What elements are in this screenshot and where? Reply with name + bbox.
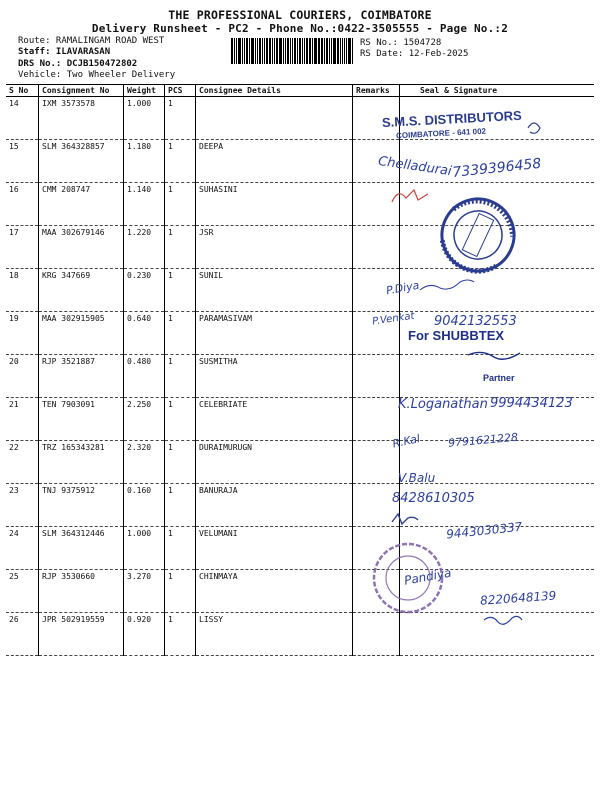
cell-weight: 1.220 bbox=[124, 226, 165, 269]
col-header-weight: Weight bbox=[124, 85, 165, 97]
signature-23: V.Balu bbox=[398, 471, 436, 485]
cell-seal-signature bbox=[400, 613, 595, 656]
table-row bbox=[6, 484, 594, 527]
rs-date: RS Date: 12-Feb-2025 bbox=[360, 49, 469, 59]
cell-pcs: 1 bbox=[165, 613, 196, 656]
cell-weight: 0.230 bbox=[124, 269, 165, 312]
signature-22: R.Kal bbox=[391, 432, 422, 451]
cell-consignment-no: SLM 364312446 bbox=[39, 527, 124, 570]
cell-remarks bbox=[353, 613, 400, 656]
cell-weight: 1.180 bbox=[124, 140, 165, 183]
cell-consignment-no: IXM 3573578 bbox=[39, 97, 124, 140]
table-row bbox=[6, 355, 594, 398]
cell-consignment-no: MAA 302679146 bbox=[39, 226, 124, 269]
cell-sno: 24 bbox=[6, 527, 39, 570]
table-row bbox=[6, 613, 594, 656]
phone-24: 9443030337 bbox=[445, 519, 523, 542]
cell-seal-signature bbox=[400, 312, 595, 355]
cell-remarks bbox=[353, 570, 400, 613]
phone-22: 9791621228 bbox=[447, 430, 519, 450]
cell-seal-signature bbox=[400, 355, 595, 398]
signature-21: K.Loganathan bbox=[398, 397, 488, 412]
stamp-partner: Partner bbox=[483, 373, 515, 383]
cell-seal-signature bbox=[400, 484, 595, 527]
cell-seal-signature bbox=[400, 97, 595, 140]
cell-seal-signature bbox=[400, 527, 595, 570]
cell-sno: 23 bbox=[6, 484, 39, 527]
cell-sno: 26 bbox=[6, 613, 39, 656]
cell-weight: 1.000 bbox=[124, 527, 165, 570]
cell-consignee: VELUMANI bbox=[196, 527, 353, 570]
col-header-remarks: Remarks bbox=[353, 85, 400, 97]
cell-consignment-no: JPR 502919559 bbox=[39, 613, 124, 656]
signature-25: Pandiya bbox=[403, 565, 453, 588]
cell-consignee: PARAMASIVAM bbox=[196, 312, 353, 355]
col-header-pcs: PCS bbox=[165, 85, 196, 97]
table-row bbox=[6, 312, 594, 355]
cell-sno: 17 bbox=[6, 226, 39, 269]
cell-sno: 15 bbox=[6, 140, 39, 183]
rs-number: RS No.: 1504728 bbox=[360, 38, 442, 48]
barcode-image bbox=[231, 38, 354, 64]
phone-23: 8428610305 bbox=[392, 491, 475, 506]
cell-sno: 19 bbox=[6, 312, 39, 355]
cell-remarks bbox=[353, 140, 400, 183]
cell-pcs: 1 bbox=[165, 527, 196, 570]
col-header-consignment: Consignment No bbox=[39, 85, 124, 97]
table-row bbox=[6, 441, 594, 484]
table-row bbox=[6, 398, 594, 441]
cell-sno: 14 bbox=[6, 97, 39, 140]
cell-weight: 0.480 bbox=[124, 355, 165, 398]
staff-label: Staff: ILAVARASAN bbox=[18, 47, 111, 57]
stamp-shubbtex: For SHUBBTEX bbox=[408, 328, 505, 343]
cell-weight: 0.920 bbox=[124, 613, 165, 656]
table-row bbox=[6, 97, 594, 140]
cell-remarks bbox=[353, 398, 400, 441]
cell-sno: 20 bbox=[6, 355, 39, 398]
stamp-sms-line1: S.M.S. DISTRIBUTORS bbox=[381, 107, 523, 131]
phone-26: 8220648139 bbox=[479, 588, 557, 608]
cell-pcs: 1 bbox=[165, 570, 196, 613]
cell-sno: 18 bbox=[6, 269, 39, 312]
cell-consignment-no: KRG 347669 bbox=[39, 269, 124, 312]
cell-seal-signature bbox=[400, 226, 595, 269]
cell-consignment-no: TNJ 9375912 bbox=[39, 484, 124, 527]
cell-weight: 3.270 bbox=[124, 570, 165, 613]
table-row bbox=[6, 183, 594, 226]
cell-remarks bbox=[353, 355, 400, 398]
cell-sno: 16 bbox=[6, 183, 39, 226]
cell-consignment-no: TEN 7903091 bbox=[39, 398, 124, 441]
table-row bbox=[6, 140, 594, 183]
cell-remarks bbox=[353, 269, 400, 312]
cell-consignment-no: RJP 3530660 bbox=[39, 570, 124, 613]
cell-consignee: SUNIL bbox=[196, 269, 353, 312]
cell-sno: 25 bbox=[6, 570, 39, 613]
col-header-sno: S No bbox=[6, 85, 39, 97]
cell-remarks bbox=[353, 527, 400, 570]
cell-remarks bbox=[353, 183, 400, 226]
phone-15: 7339396458 bbox=[451, 155, 543, 181]
stamp-sms-line2: COIMBATORE - 641 002 bbox=[395, 126, 487, 141]
cell-weight: 2.320 bbox=[124, 441, 165, 484]
cell-consignee: CELEBRIATE bbox=[196, 398, 353, 441]
cell-consignee: DURAIMURUGN bbox=[196, 441, 353, 484]
cell-consignment-no: SLM 364328857 bbox=[39, 140, 124, 183]
cell-pcs: 1 bbox=[165, 484, 196, 527]
cell-pcs: 1 bbox=[165, 312, 196, 355]
cell-consignee: LISSY bbox=[196, 613, 353, 656]
cell-remarks bbox=[353, 441, 400, 484]
table-row bbox=[6, 570, 594, 613]
cell-seal-signature bbox=[400, 140, 595, 183]
table-header-row bbox=[6, 85, 594, 97]
signature-19: P.Venkat bbox=[371, 310, 416, 328]
vehicle-label: Vehicle: Two Wheeler Delivery bbox=[18, 70, 176, 80]
cell-consignee: SUSMITHA bbox=[196, 355, 353, 398]
cell-weight: 1.140 bbox=[124, 183, 165, 226]
route-label: Route: RAMALINGAM ROAD WEST bbox=[18, 36, 165, 46]
col-header-seal: Seal & Signature bbox=[400, 85, 595, 97]
cell-consignment-no: TRZ 165343281 bbox=[39, 441, 124, 484]
cell-remarks bbox=[353, 226, 400, 269]
col-header-consignee: Consignee Details bbox=[196, 85, 353, 97]
table-row bbox=[6, 226, 594, 269]
signature-15: Chelladurai bbox=[377, 154, 453, 180]
cell-consignee: DEEPA bbox=[196, 140, 353, 183]
cell-remarks bbox=[353, 484, 400, 527]
cell-consignment-no: MAA 302915905 bbox=[39, 312, 124, 355]
page-title: THE PROFESSIONAL COURIERS, COIMBATORE bbox=[168, 8, 432, 22]
cell-pcs: 1 bbox=[165, 183, 196, 226]
table-row bbox=[6, 269, 594, 312]
runsheet-table bbox=[6, 84, 594, 656]
cell-weight: 0.640 bbox=[124, 312, 165, 355]
cell-pcs: 1 bbox=[165, 269, 196, 312]
cell-consignee: JSR bbox=[196, 226, 353, 269]
cell-consignment-no: RJP 3521887 bbox=[39, 355, 124, 398]
cell-consignee bbox=[196, 97, 353, 140]
cell-pcs: 1 bbox=[165, 441, 196, 484]
cell-pcs: 1 bbox=[165, 226, 196, 269]
cell-seal-signature bbox=[400, 183, 595, 226]
cell-sno: 22 bbox=[6, 441, 39, 484]
cell-pcs: 1 bbox=[165, 140, 196, 183]
drs-number: DRS No.: DCJB150472802 bbox=[18, 59, 138, 69]
cell-pcs: 1 bbox=[165, 97, 196, 140]
cell-seal-signature bbox=[400, 269, 595, 312]
phone-19: 9042132553 bbox=[434, 314, 517, 329]
page-subtitle: Delivery Runsheet - PC2 - Phone No.:0422-3505555 - Page No.:2 bbox=[91, 22, 509, 35]
cell-weight: 2.250 bbox=[124, 398, 165, 441]
cell-consignment-no: CMM 208747 bbox=[39, 183, 124, 226]
table-row bbox=[6, 527, 594, 570]
cell-seal-signature bbox=[400, 570, 595, 613]
cell-weight: 0.160 bbox=[124, 484, 165, 527]
signature-18: P.Diya bbox=[385, 278, 421, 298]
cell-sno: 21 bbox=[6, 398, 39, 441]
cell-remarks bbox=[353, 97, 400, 140]
cell-consignee: BANURAJA bbox=[196, 484, 353, 527]
cell-weight: 1.000 bbox=[124, 97, 165, 140]
cell-pcs: 1 bbox=[165, 355, 196, 398]
cell-seal-signature bbox=[400, 441, 595, 484]
cell-consignee: SUHASINI bbox=[196, 183, 353, 226]
phone-21: 9994434123 bbox=[490, 396, 573, 411]
cell-remarks bbox=[353, 312, 400, 355]
cell-pcs: 1 bbox=[165, 398, 196, 441]
cell-consignee: CHINMAYA bbox=[196, 570, 353, 613]
cell-seal-signature bbox=[400, 398, 595, 441]
